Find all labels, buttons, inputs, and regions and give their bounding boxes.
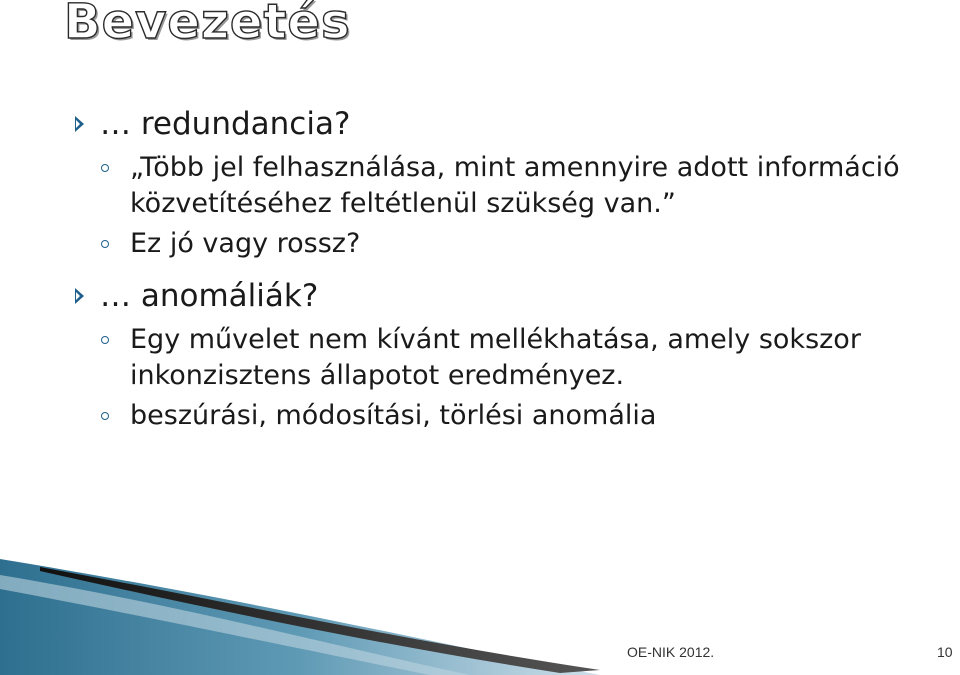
slide-title: Bevezetés	[64, 0, 351, 50]
bullet-item-redundancy	[100, 104, 350, 144]
circle-bullet-icon	[101, 412, 109, 420]
sub-bullet-text: beszúrási, módosítási, törlési anomália	[130, 400, 657, 431]
circle-bullet-icon	[101, 164, 109, 172]
sub-bullet-item	[130, 226, 930, 262]
sub-bullet-item	[130, 150, 930, 222]
triangle-bullet-icon	[75, 116, 84, 132]
bullet-text: … redundancia?	[100, 106, 351, 142]
sub-bullet-item	[130, 398, 930, 434]
sub-bullet-text: Egy művelet nem kívánt mellékhatása, amely sokszor inkonzisztens állapotot eredményez.	[130, 324, 861, 391]
bullet-text: … anomáliák?	[100, 278, 319, 314]
sub-bullet-text: „Több jel felhasználása, mint amennyire adott információ közvetítéséhez feltétlenül szükség van.”	[130, 152, 900, 219]
triangle-bullet-icon	[75, 288, 84, 304]
bullet-item-anomalies	[100, 276, 318, 316]
sub-bullet-item	[130, 322, 930, 394]
page-number: 10	[937, 644, 953, 660]
footer-text: OE-NIK 2012.	[627, 644, 715, 660]
sub-bullet-text: Ez jó vagy rossz?	[130, 228, 361, 259]
decorative-corner-swoosh	[0, 545, 960, 675]
circle-bullet-icon	[101, 240, 109, 248]
circle-bullet-icon	[101, 336, 109, 344]
